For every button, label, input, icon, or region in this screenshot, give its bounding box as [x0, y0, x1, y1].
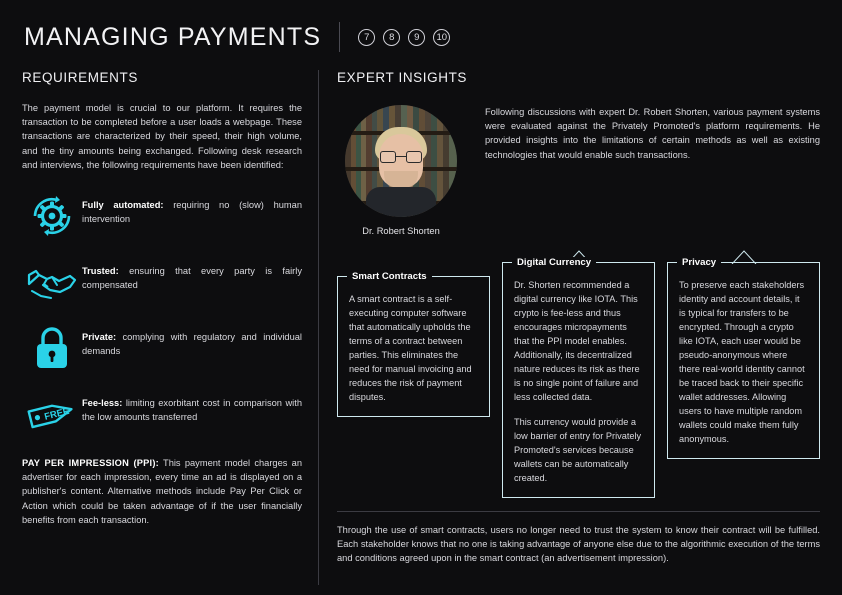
portrait-face: [372, 127, 430, 213]
requirement-desc: requiring no (slow) human intervention: [82, 200, 302, 225]
expert-insights-column: [337, 70, 820, 585]
page-number-badge: 8: [383, 29, 400, 46]
page-number-group: [358, 29, 450, 46]
expert-name: Dr. Robert Shorten: [362, 226, 440, 236]
requirements-column: [22, 70, 318, 585]
card-body: [679, 278, 808, 446]
card-column: [667, 250, 820, 459]
lens-left: [380, 151, 396, 163]
handshake-icon: [22, 258, 82, 306]
card-title: Privacy: [677, 257, 721, 268]
card-body: [514, 278, 643, 485]
ppi-text: This payment model charges an advertiser for each impression, every time an ad is displayed on a publisher's content. Alternative methods include Pay Per Click or Action which could be taken advantage of if the user financially benefits from each transaction.: [22, 458, 302, 525]
page-number-badge: 9: [408, 29, 425, 46]
list-item-text: [82, 258, 302, 292]
requirement-desc: complying with regulatory and individual demands: [82, 332, 302, 357]
card-paragraph: To preserve each stakeholders identity and account details, it is typical for transfers to be encrypted. Through a crypto like IOTA, each user would be pseudo-anonymous where there real-world identity cannot be traced back to their specific wallet addresses. Allowing users to have multiple random wallets could make them fully anonymous.: [679, 280, 805, 444]
insight-card: [667, 257, 820, 459]
card-column: [337, 250, 490, 417]
padlock-icon: [22, 324, 82, 372]
avatar: [345, 105, 457, 217]
expert-intro-block: [337, 101, 820, 236]
card-body: [349, 292, 478, 404]
list-item-text: [82, 192, 302, 226]
page-number-badge: 10: [433, 29, 450, 46]
expert-insights-heading: EXPERT INSIGHTS: [337, 70, 468, 85]
lens-right: [406, 151, 422, 163]
list-item: [22, 390, 302, 438]
card-column: [502, 250, 655, 498]
list-item: [22, 192, 302, 240]
requirement-label: Private:: [82, 332, 117, 343]
list-item: [22, 258, 302, 306]
requirement-label: Fully automated:: [82, 200, 164, 211]
gear-refresh-icon: [22, 192, 82, 240]
expert-portrait-block: [337, 101, 465, 236]
ppi-label: PAY PER IMPRESSION (PPI):: [22, 458, 159, 469]
requirement-desc: ensuring that every party is fairly compensated: [82, 266, 302, 291]
expert-paragraph: Following discussions with expert Dr. Robert Shorten, various payment systems were evaluated against the Privately Promoted's platform requirements. He provided insights into the limitations of certain methods as well as existing technologies that would enable such transactions.: [485, 107, 820, 160]
footer-paragraph: Through the use of smart contracts, users no longer need to trust the system to know their contract will be fulfilled. Each stakeholder knows that no one is taking advantage of anyone else due to the algorithmic execution of the terms and conditions agreed upon in the smart contract (an advertisement impression).: [337, 511, 820, 566]
svg-text:FREE: FREE: [43, 405, 71, 423]
page-number-badge: 7: [358, 29, 375, 46]
title-divider: [339, 22, 340, 52]
column-divider: [318, 70, 319, 585]
card-paragraph: Dr. Shorten recommended a digital currency like IOTA. This crypto is fee-less and thus encourages micropayments that the PPI model enables. Additionally, its decentralized nature reduces its risk as there is no single point of failure and less collected data.: [514, 280, 640, 402]
page-header: [22, 22, 820, 52]
card-paragraph: A smart contract is a self-executing computer software that automatically upholds the terms of a contract between parties. This eliminates the need for manual invoicing and reduces the risk of payment disputes.: [349, 294, 472, 402]
insight-card: [502, 257, 655, 498]
ppi-paragraph: [22, 456, 302, 527]
card-title: Digital Currency: [512, 257, 596, 268]
glasses-icon: [380, 151, 422, 163]
insight-cards: [337, 250, 820, 498]
card-title: Smart Contracts: [347, 271, 432, 282]
list-item: [22, 324, 302, 372]
list-item-text: [82, 390, 302, 424]
bridge: [396, 156, 406, 157]
list-item-text: [82, 324, 302, 358]
insight-card: [337, 271, 490, 417]
requirement-label: Fee-less:: [82, 398, 123, 409]
requirement-label: Trusted:: [82, 266, 119, 277]
price-tag-free-icon: [22, 390, 82, 438]
shirt: [366, 187, 436, 217]
content-columns: [22, 70, 820, 585]
requirements-list: [22, 192, 302, 438]
requirement-desc: limiting exorbitant cost in comparison with the low amounts transferred: [82, 398, 302, 423]
requirements-intro: The payment model is crucial to our platform. It requires the transaction to be completed before a user loads a webpage. These transactions are characterized by their speed, their high volume, and the tiny amounts being exchanged. Following desk research and interviews, the following requirements have been identified:: [22, 103, 302, 170]
card-paragraph: This currency would provide a low barrier of entry for Privately Promoted's services because wallets can be automatically created.: [514, 417, 642, 483]
requirements-heading: REQUIREMENTS: [22, 70, 138, 85]
page-title: MANAGING PAYMENTS: [24, 22, 322, 51]
